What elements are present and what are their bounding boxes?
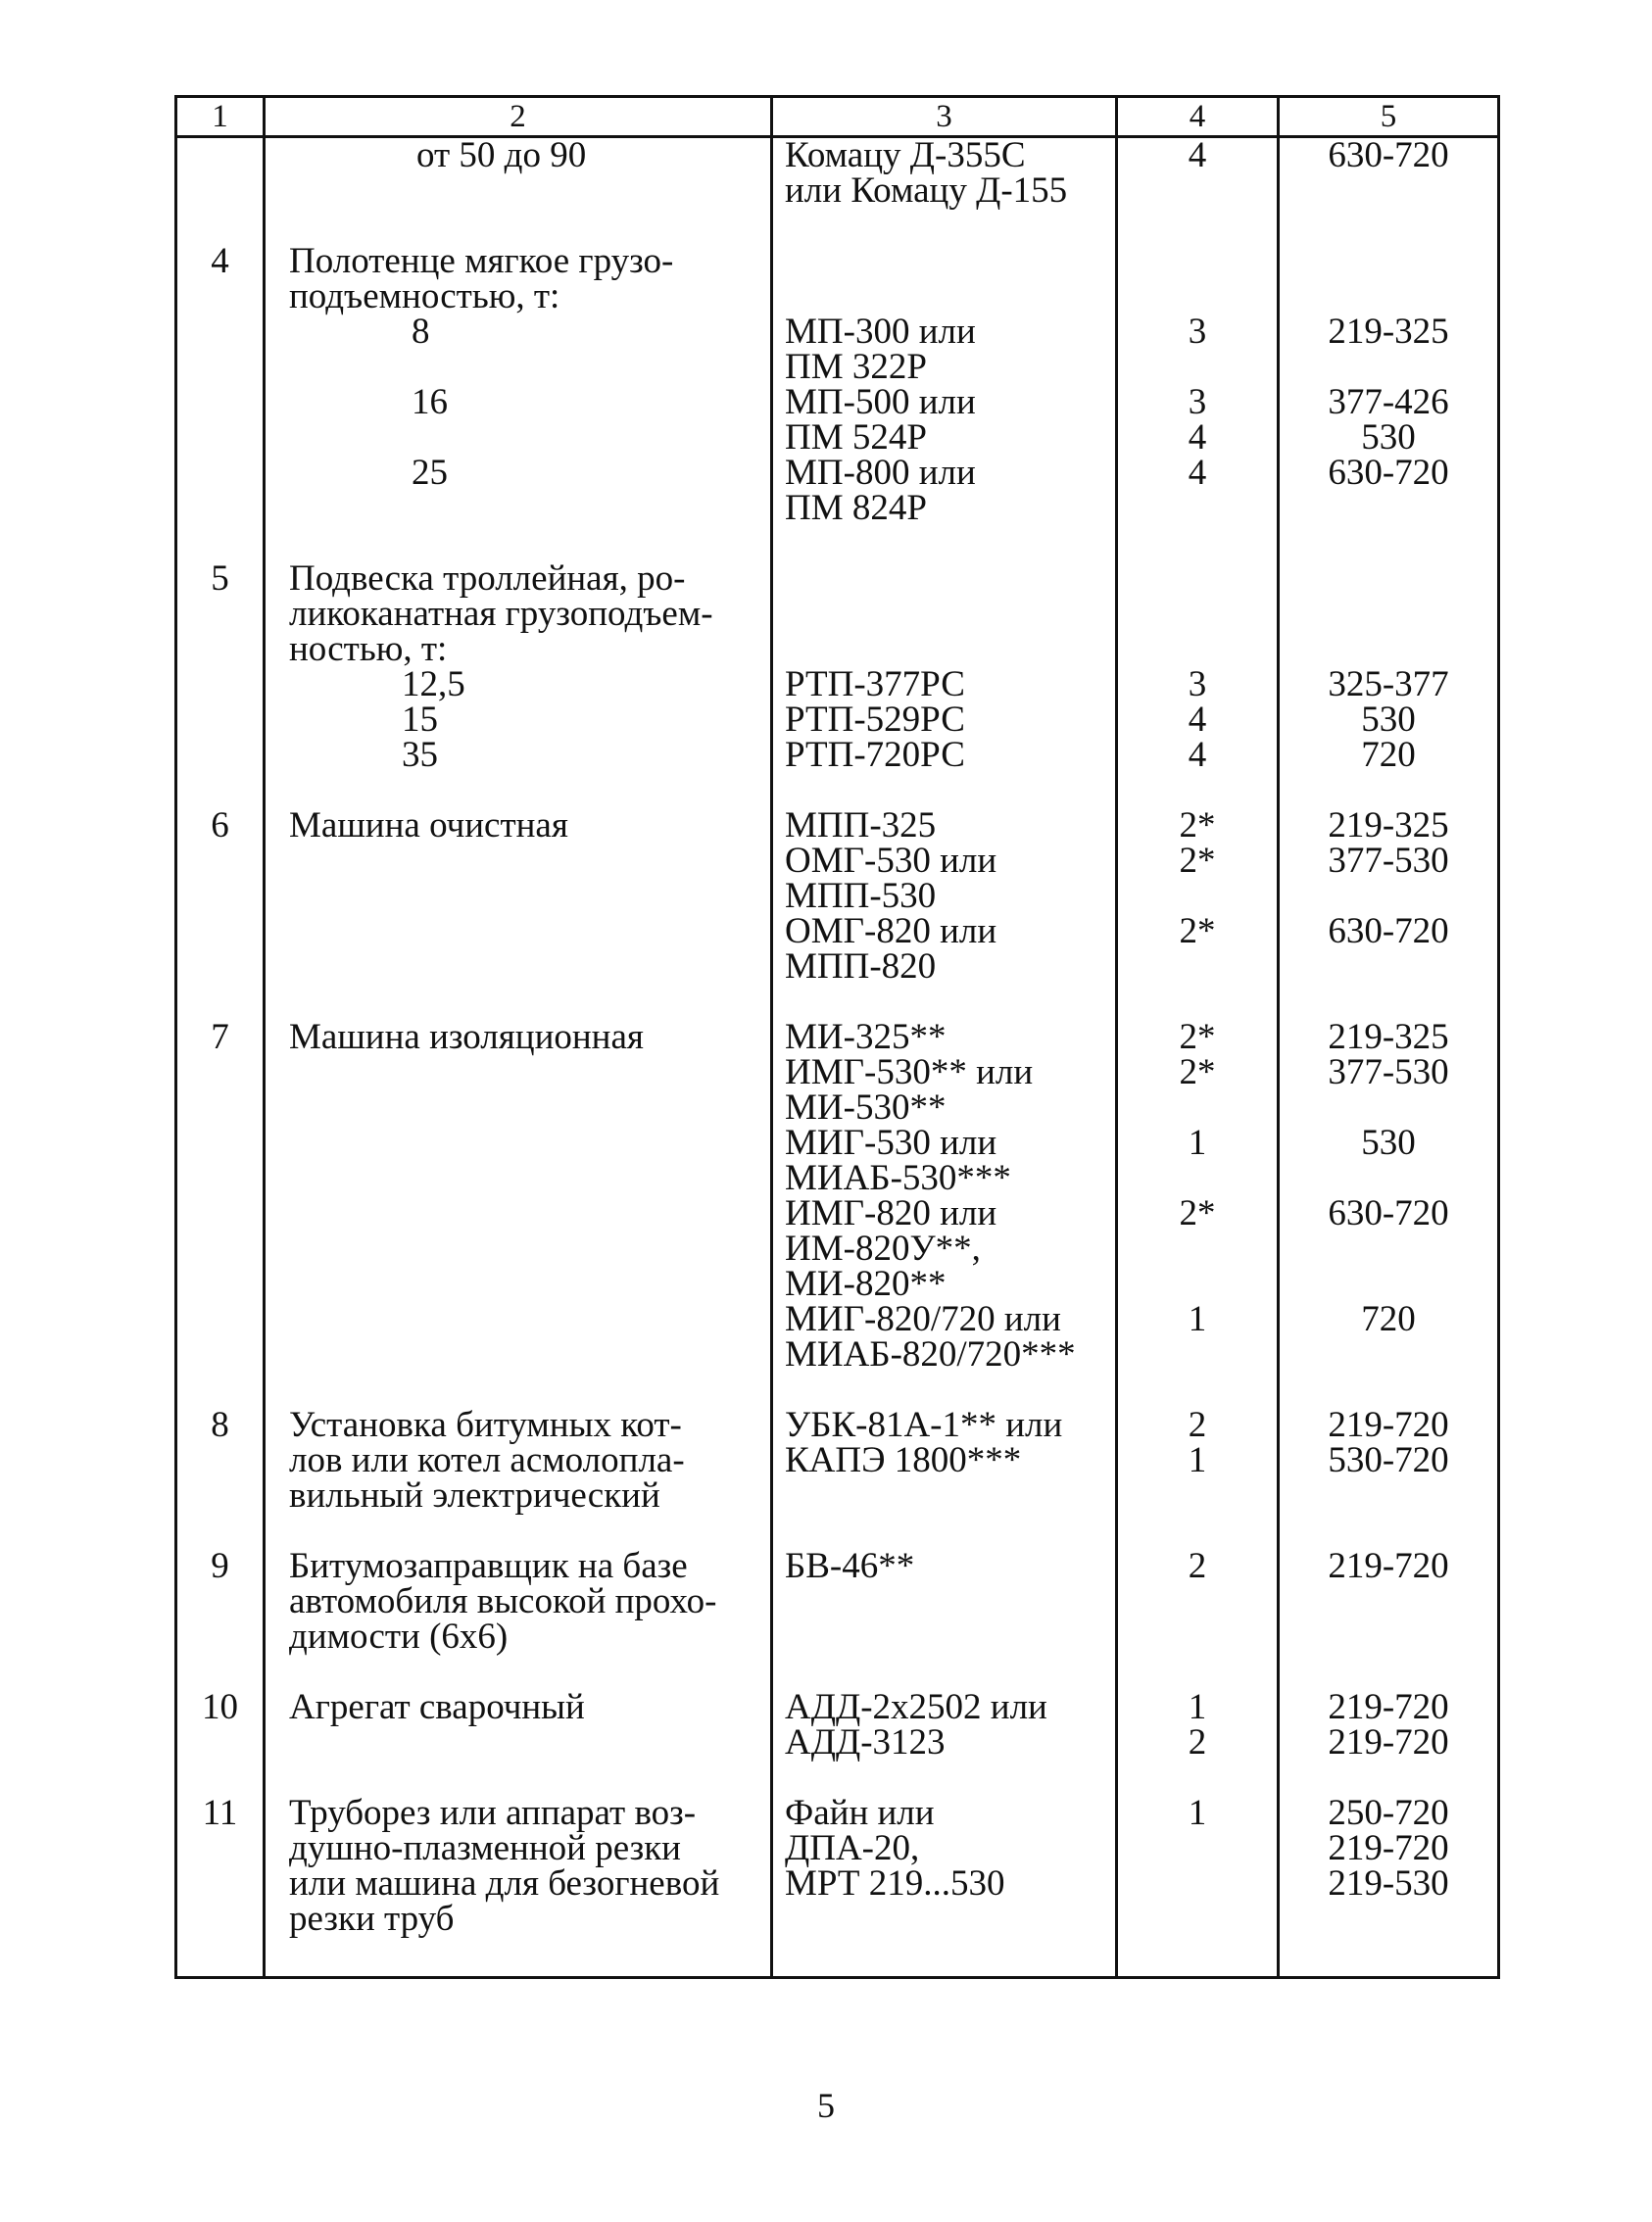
row-number: 11	[176, 1796, 265, 1978]
diameter-line: 630-720	[1328, 911, 1449, 951]
name-line: Агрегат сварочный	[289, 1687, 585, 1727]
column-header-1: 1	[176, 97, 265, 137]
brand-line: АДД-2х2502 или	[785, 1687, 1047, 1727]
quantity-line: 1	[1188, 1687, 1207, 1727]
diameter-line: 630-720	[1328, 135, 1449, 175]
diameter-line: 219-720	[1328, 1828, 1449, 1868]
equipment-table	[174, 95, 1500, 1979]
equipment-quantity	[1117, 805, 1279, 1020]
row-number: 7	[176, 1020, 265, 1408]
brand-line: Файн или	[785, 1793, 935, 1833]
diameter-line: 219-720	[1328, 1405, 1449, 1445]
equipment-brand	[772, 1546, 1117, 1690]
brand-line: МРТ 219...530	[785, 1863, 1005, 1904]
name-line: Машина очистная	[289, 805, 568, 845]
pipe-diameter	[1279, 1405, 1499, 1549]
equipment-name	[265, 1793, 772, 1978]
diameter-line: 720	[1361, 735, 1416, 775]
diameter-line: 219-325	[1328, 1017, 1449, 1057]
diameter-line: 530	[1361, 700, 1416, 740]
diameter-line: 530	[1361, 1123, 1416, 1163]
brand-line: ПМ 524Р	[785, 417, 927, 458]
diameter-line: 630-720	[1328, 453, 1449, 493]
diameter-line	[1280, 1161, 1497, 1196]
diameter-line: 377-530	[1328, 1052, 1449, 1092]
column-header-5: 5	[1279, 97, 1499, 137]
quantity-line: 1	[1188, 1793, 1207, 1833]
equipment-quantity	[1117, 1687, 1279, 1796]
table-row	[176, 137, 1499, 245]
diameter-line	[1280, 561, 1497, 597]
name-line: автомобиля высокой прохо-	[289, 1581, 717, 1621]
brand-line: МПП-530	[785, 876, 937, 916]
name-line: душно-плазменной резки	[289, 1828, 681, 1868]
name-line: Установка битумных кот-	[289, 1405, 682, 1445]
pipe-diameter	[1279, 1017, 1499, 1408]
quantity-line: 2*	[1179, 805, 1216, 845]
brand-line: МИ-820**	[785, 1264, 947, 1304]
row-number: 9	[176, 1549, 265, 1690]
brand-line: МИАБ-530***	[785, 1158, 1011, 1198]
name-line: Битумозаправщик на базе	[289, 1546, 688, 1586]
diameter-line: 219-720	[1328, 1722, 1449, 1763]
name-line: Труборез или аппарат воз-	[289, 1793, 697, 1833]
quantity-line: 2*	[1179, 1193, 1216, 1233]
equipment-quantity	[1117, 1017, 1279, 1408]
brand-line: МП-500 или	[785, 382, 976, 422]
quantity-line: 2	[1188, 1722, 1207, 1763]
name-line: димости (6х6)	[289, 1617, 509, 1657]
equipment-brand	[772, 1793, 1117, 1978]
name-line: ликоканатная грузоподъем-	[289, 594, 713, 634]
equipment-name	[265, 805, 772, 1020]
diameter-line: 219-720	[1328, 1546, 1449, 1586]
table-row	[176, 1549, 1499, 1690]
brand-line: ОМГ-820 или	[785, 911, 997, 951]
brand-line: АДД-3123	[785, 1722, 946, 1763]
brand-line: МИ-325**	[785, 1017, 947, 1057]
brand-line	[785, 279, 1115, 314]
equipment-brand	[772, 805, 1117, 1020]
equipment-quantity	[1117, 561, 1279, 808]
table-row	[176, 1408, 1499, 1549]
capacity-value	[289, 420, 764, 456]
equipment-brand	[772, 137, 1117, 245]
row-number: 10	[176, 1690, 265, 1796]
capacity-value	[289, 350, 764, 385]
brand-line: Комацу Д-355С	[785, 135, 1026, 175]
equipment-brand	[772, 1405, 1117, 1549]
equipment-name	[265, 1017, 772, 1408]
equipment-brand	[772, 1687, 1117, 1796]
row-number: 5	[176, 561, 265, 808]
pipe-diameter	[1279, 561, 1499, 808]
name-line: или машина для безогневой	[289, 1863, 720, 1904]
quantity-line	[1118, 632, 1277, 667]
pipe-diameter	[1279, 805, 1499, 1020]
diameter-line	[1280, 632, 1497, 667]
diameter-line	[1280, 1090, 1497, 1126]
diameter-line: 630-720	[1328, 1193, 1449, 1233]
diameter-line: 219-325	[1328, 312, 1449, 352]
brand-line: ПМ 824Р	[785, 488, 927, 528]
diameter-line: 530-720	[1328, 1440, 1449, 1480]
pipe-diameter	[1279, 137, 1499, 245]
name-line: резки труб	[289, 1899, 455, 1939]
diameter-line	[1280, 244, 1497, 279]
name-line: вильный электрический	[289, 1475, 660, 1516]
quantity-line: 2*	[1179, 1017, 1216, 1057]
capacity-value: 12,5	[402, 664, 465, 704]
name-line: Полотенце мягкое грузо-	[289, 241, 674, 281]
equipment-name	[265, 1687, 772, 1796]
equipment-brand	[772, 561, 1117, 808]
table-row	[176, 1690, 1499, 1796]
page-number: 5	[817, 2086, 835, 2125]
brand-line	[785, 561, 1115, 597]
equipment-quantity	[1117, 137, 1279, 245]
quantity-line	[1118, 1267, 1277, 1302]
brand-line: ОМГ-530 или	[785, 841, 997, 881]
quantity-line	[1118, 244, 1277, 279]
quantity-line	[1118, 1161, 1277, 1196]
table-row	[176, 808, 1499, 1020]
equipment-quantity	[1117, 244, 1279, 561]
equipment-name	[265, 1546, 772, 1690]
name-line: лов или котел асмолопла-	[289, 1440, 685, 1480]
pipe-diameter	[1279, 1687, 1499, 1796]
capacity-value: 25	[412, 453, 448, 493]
table-row	[176, 1796, 1499, 1978]
brand-line: МИГ-530 или	[785, 1123, 997, 1163]
brand-line: МИГ-820/720 или	[785, 1299, 1061, 1339]
brand-line: или Комацу Д-155	[785, 170, 1068, 211]
pipe-diameter	[1279, 244, 1499, 561]
capacity-value: 16	[412, 382, 448, 422]
diameter-line: 219-720	[1328, 1687, 1449, 1727]
quantity-line: 3	[1188, 312, 1207, 352]
brand-line: МИ-530**	[785, 1087, 947, 1128]
pipe-diameter	[1279, 1546, 1499, 1690]
quantity-line: 2*	[1179, 1052, 1216, 1092]
diameter-line	[1280, 1232, 1497, 1267]
quantity-line	[1118, 1090, 1277, 1126]
brand-line	[785, 597, 1115, 632]
brand-line: ДПА-20,	[785, 1828, 920, 1868]
equipment-name	[265, 137, 772, 245]
quantity-line: 2	[1188, 1546, 1207, 1586]
quantity-line	[1118, 561, 1277, 597]
name-line: ностью, т:	[289, 629, 448, 669]
quantity-line: 1	[1188, 1440, 1207, 1480]
name-line: подъемностью, т:	[289, 276, 560, 316]
quantity-line: 4	[1188, 135, 1207, 175]
brand-line: МПП-325	[785, 805, 937, 845]
quantity-line: 3	[1188, 664, 1207, 704]
quantity-line: 2*	[1179, 841, 1216, 881]
brand-line: МИАБ-820/720***	[785, 1334, 1076, 1375]
diameter-line: 377-530	[1328, 841, 1449, 881]
quantity-line	[1118, 879, 1277, 914]
brand-line: РТП-377РС	[785, 664, 965, 704]
column-header-4: 4	[1117, 97, 1279, 137]
table-row	[176, 561, 1499, 808]
capacity-value: 8	[412, 312, 430, 352]
row-number	[176, 137, 265, 245]
table-row	[176, 244, 1499, 561]
diameter-line: 219-530	[1328, 1863, 1449, 1904]
diameter-line	[1280, 1267, 1497, 1302]
brand-line: ПМ 322Р	[785, 347, 927, 387]
row-number: 4	[176, 244, 265, 561]
brand-line: МПП-820	[785, 946, 937, 987]
quantity-line: 4	[1188, 453, 1207, 493]
brand-line: РТП-529РС	[785, 700, 965, 740]
quantity-line	[1118, 597, 1277, 632]
brand-line: ИМ-820У**,	[785, 1229, 981, 1269]
brand-line: ИМГ-820 или	[785, 1193, 997, 1233]
quantity-line	[1118, 279, 1277, 314]
diameter-line: 530	[1361, 417, 1416, 458]
table-row	[176, 1020, 1499, 1408]
diameter-line	[1280, 350, 1497, 385]
equipment-quantity	[1117, 1793, 1279, 1978]
diameter-line: 720	[1361, 1299, 1416, 1339]
brand-line: РТП-720РС	[785, 735, 965, 775]
brand-line: МП-300 или	[785, 312, 976, 352]
brand-line: БВ-46**	[785, 1546, 915, 1586]
quantity-line: 4	[1188, 700, 1207, 740]
quantity-line: 2	[1188, 1405, 1207, 1445]
quantity-line: 4	[1188, 417, 1207, 458]
name-line: Подвеска троллейная, ро-	[289, 558, 686, 599]
equipment-name	[265, 558, 772, 808]
column-header-3: 3	[772, 97, 1117, 137]
equipment-name	[265, 241, 772, 561]
quantity-line	[1118, 350, 1277, 385]
quantity-line: 4	[1188, 735, 1207, 775]
quantity-line	[1118, 1232, 1277, 1267]
capacity-value: от 50 до 90	[416, 135, 587, 175]
equipment-brand	[772, 244, 1117, 561]
brand-line	[785, 632, 1115, 667]
column-header-2: 2	[265, 97, 772, 137]
equipment-name	[265, 1405, 772, 1549]
name-line: Машина изоляционная	[289, 1017, 644, 1057]
equipment-quantity	[1117, 1546, 1279, 1690]
diameter-line: 377-426	[1328, 382, 1449, 422]
diameter-line	[1280, 279, 1497, 314]
diameter-line: 250-720	[1328, 1793, 1449, 1833]
pipe-diameter	[1279, 1793, 1499, 1978]
brand-line: УБК-81А-1** или	[785, 1405, 1063, 1445]
brand-line: МП-800 или	[785, 453, 976, 493]
equipment-brand	[772, 1017, 1117, 1408]
quantity-line: 1	[1188, 1123, 1207, 1163]
capacity-value: 35	[402, 735, 438, 775]
quantity-line: 3	[1188, 382, 1207, 422]
row-number: 8	[176, 1408, 265, 1549]
quantity-line: 2*	[1179, 911, 1216, 951]
diameter-line	[1280, 879, 1497, 914]
table-header-row	[176, 97, 1499, 137]
equipment-quantity	[1117, 1405, 1279, 1549]
row-number: 6	[176, 808, 265, 1020]
diameter-line: 325-377	[1328, 664, 1449, 704]
diameter-line: 219-325	[1328, 805, 1449, 845]
brand-line: ИМГ-530** или	[785, 1052, 1034, 1092]
diameter-line	[1280, 597, 1497, 632]
brand-line	[785, 244, 1115, 279]
brand-line: КАПЭ 1800***	[785, 1440, 1022, 1480]
quantity-line: 1	[1188, 1299, 1207, 1339]
capacity-value: 15	[402, 700, 438, 740]
